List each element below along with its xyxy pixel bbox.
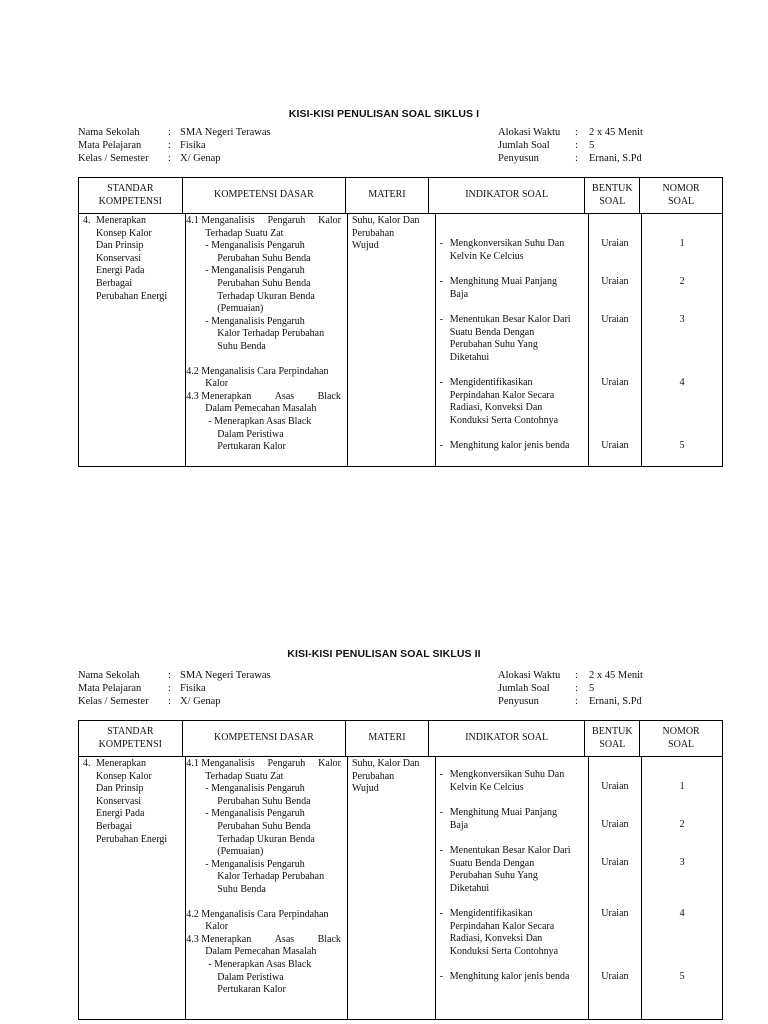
info-colon: : xyxy=(575,670,578,681)
indikator-item: - Mengidentifikasikan Perpindahan Kalor Secara Radiasi, Konveksi Dan Konduksi Serta Contohnya xyxy=(439,908,559,957)
info-left xyxy=(78,126,271,165)
kompetensi-dasar-cell: 4.1 Menganalisis Pengaruh Kalor Terhadap Suatu Zat - Menganalisis Pengaruh Perubahan Suhu Benda - Menganalisis Pengaruh Perubahan Suhu Benda Terhadap Ukuran Benda (Pemuaian) - Menganalisis Pengaruh Kalor Terhadap Perubahan Suhu Benda 4.2 Menganalisis Cara Perpindahan Kalor 4.3 Menerapkan Asas Black Dalam Pemecahan Masalah - Menerapkan Asas Black Dalam Peristiwa Pertukaran Kalor xyxy=(186,214,348,466)
info-value: Ernani, S.Pd xyxy=(589,696,642,707)
info-right xyxy=(498,669,643,708)
header-standar: STANDAR KOMPETENSI xyxy=(79,178,183,213)
indikator-item: - Mengkonversikan Suhu Dan Kelvin Ke Celcius xyxy=(439,769,565,793)
materi-cell: Suhu, Kalor Dan Perubahan Wujud xyxy=(348,757,436,1019)
kisi-kisi-table xyxy=(78,177,723,467)
info-value: Fisika xyxy=(180,683,206,694)
info-colon: : xyxy=(168,153,171,164)
info-left xyxy=(78,669,271,708)
nomor-soal-cell: 1 2 3 4 5 xyxy=(679,238,685,451)
page-title: KISI-KISI PENULISAN SOAL SIKLUS I xyxy=(288,108,480,120)
info-value: 2 x 45 Menit xyxy=(589,670,643,681)
info-value: X/ Genap xyxy=(180,696,221,707)
indikator-item: - Menentukan Besar Kalor Dari Suatu Benda Dengan Perubahan Suhu Yang Diketahui xyxy=(439,845,571,894)
info-label: Jumlah Soal xyxy=(498,140,550,151)
indikator-item: - Menghitung Muai Panjang Baja xyxy=(439,276,557,300)
info-value: SMA Negeri Terawas xyxy=(180,670,271,681)
table-header xyxy=(79,721,722,757)
info-label: Jumlah Soal xyxy=(498,683,550,694)
info-label: Kelas / Semester xyxy=(78,153,149,164)
info-label: Mata Pelajaran xyxy=(78,683,142,694)
indikator-cell xyxy=(436,214,589,466)
info-right xyxy=(498,126,643,165)
header-indikator: INDIKATOR SOAL xyxy=(429,178,586,213)
info-label: Alokasi Waktu xyxy=(498,127,561,138)
info-value: Fisika xyxy=(180,140,206,151)
indikator-item: - Menghitung Muai Panjang Baja xyxy=(439,807,557,831)
info-colon: : xyxy=(168,140,171,151)
indikator-item: - Menentukan Besar Kalor Dari Suatu Benda Dengan Perubahan Suhu Yang Diketahui xyxy=(439,314,571,363)
info-colon: : xyxy=(575,153,578,164)
indikator-item: - Mengkonversikan Suhu Dan Kelvin Ke Celcius xyxy=(439,238,565,262)
header-materi: MATERI xyxy=(346,178,429,213)
bentuk-soal-cell: Uraian Uraian Uraian Uraian Uraian xyxy=(589,214,643,466)
header-standar: STANDAR KOMPETENSI xyxy=(79,721,183,756)
page-title: KISI-KISI PENULISAN SOAL SIKLUS II xyxy=(287,648,481,660)
standar-kompetensi-cell: 4. Menerapkan Konsep Kalor Dan Prinsip Konservasi Energi Pada Berbagai Perubahan Energi xyxy=(79,214,186,466)
header-materi: MATERI xyxy=(346,721,429,756)
table-row xyxy=(79,214,722,466)
info-label: Nama Sekolah xyxy=(78,127,140,138)
info-colon: : xyxy=(575,683,578,694)
info-value: 5 xyxy=(589,140,595,151)
info-colon: : xyxy=(168,683,171,694)
bentuk-soal-cell: Uraian Uraian Uraian Uraian Uraian xyxy=(589,757,643,1019)
info-label: Nama Sekolah xyxy=(78,670,140,681)
info-colon: : xyxy=(168,696,171,707)
info-label: Kelas / Semester xyxy=(78,696,149,707)
info-label: Mata Pelajaran xyxy=(78,140,142,151)
header-kompetensi-dasar: KOMPETENSI DASAR xyxy=(183,721,346,756)
info-value: 2 x 45 Menit xyxy=(589,127,643,138)
info-value: Ernani, S.Pd xyxy=(589,153,642,164)
header-kompetensi-dasar: KOMPETENSI DASAR xyxy=(183,178,346,213)
header-nomor-soal: NOMOR SOAL xyxy=(662,726,700,750)
header-nomor-soal: NOMOR SOAL xyxy=(662,183,700,207)
info-value: SMA Negeri Terawas xyxy=(180,127,271,138)
table-row xyxy=(79,757,722,1019)
materi-cell: Suhu, Kalor Dan Perubahan Wujud xyxy=(348,214,436,466)
info-colon: : xyxy=(575,127,578,138)
info-colon: : xyxy=(575,140,578,151)
header-bentuk-soal: BENTUK SOAL xyxy=(585,178,640,213)
info-label: Penyusun xyxy=(498,153,539,164)
info-colon: : xyxy=(168,127,171,138)
kisi-kisi-table xyxy=(78,720,723,1020)
info-value: X/ Genap xyxy=(180,153,221,164)
info-colon: : xyxy=(575,696,578,707)
info-colon: : xyxy=(168,670,171,681)
info-value: 5 xyxy=(589,683,595,694)
nomor-soal-cell: 1 2 3 4 5 xyxy=(679,781,685,982)
indikator-item: - Mengidentifikasikan Perpindahan Kalor Secara Radiasi, Konveksi Dan Konduksi Serta Contohnya xyxy=(439,377,559,426)
header-bentuk-soal: BENTUK SOAL xyxy=(585,721,640,756)
table-header xyxy=(79,178,722,214)
info-label: Alokasi Waktu xyxy=(498,670,561,681)
indikator-item: - Menghitung kalor jenis benda xyxy=(439,440,570,451)
indikator-item: - Menghitung kalor jenis benda xyxy=(439,971,570,982)
standar-kompetensi-cell: 4. Menerapkan Konsep Kalor Dan Prinsip Konservasi Energi Pada Berbagai Perubahan Energi xyxy=(79,757,186,1019)
indikator-cell xyxy=(436,757,589,1019)
header-indikator: INDIKATOR SOAL xyxy=(429,721,586,756)
info-label: Penyusun xyxy=(498,696,539,707)
kompetensi-dasar-cell: 4.1 Menganalisis Pengaruh Kalor Terhadap Suatu Zat - Menganalisis Pengaruh Perubahan Suhu Benda - Menganalisis Pengaruh Perubahan Suhu Benda Terhadap Ukuran Benda (Pemuaian) - Menganalisis Pengaruh Kalor Terhadap Perubahan Suhu Benda 4.2 Menganalisis Cara Perpindahan Kalor 4.3 Menerapkan Asas Black Dalam Pemecahan Masalah - Menerapkan Asas Black Dalam Peristiwa Pertukaran Kalor xyxy=(186,757,348,1019)
